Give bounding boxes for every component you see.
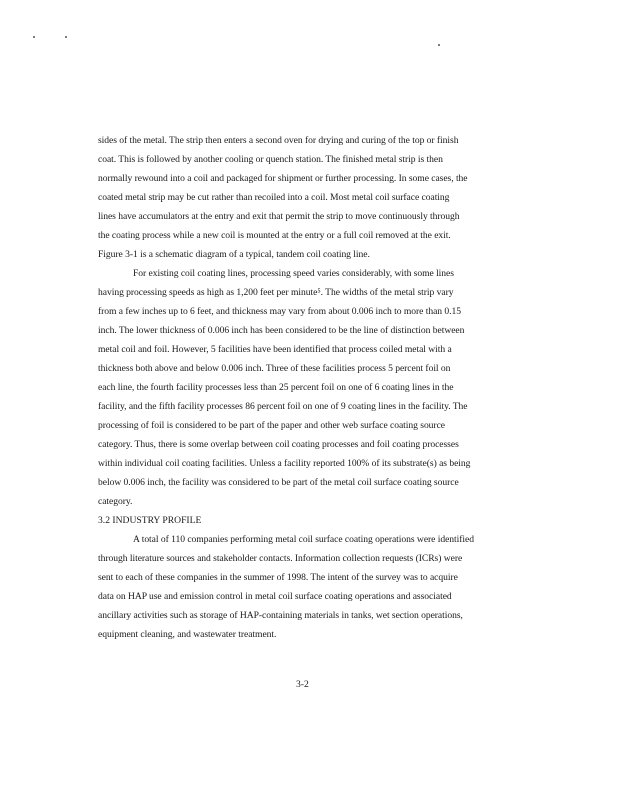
paragraph-1-line: coat. This is followed by another cooling or quench station. The finished metal strip is then (98, 154, 443, 165)
paragraph-1-line: sides of the metal. The strip then enters a second oven for drying and curing of the top or finish (98, 135, 459, 146)
paragraph-2-line: inch. The lower thickness of 0.006 inch has been considered to be the line of distinction between (98, 325, 465, 336)
paragraph-2-line: below 0.006 inch, the facility was considered to be part of the metal coil surface coating source (98, 477, 459, 488)
paragraph-2-line: thickness both above and below 0.006 inch. Three of these facilities process 5 percent foil on (98, 363, 451, 374)
paragraph-2-line: each line, the fourth facility processes less than 25 percent foil on one of 6 coating lines in the (98, 382, 454, 393)
paragraph-3-line: equipment cleaning, and wastewater treatment. (98, 629, 277, 640)
paragraph-3-line: sent to each of these companies in the summer of 1998. The intent of the survey was to acquire (98, 572, 458, 583)
paragraph-1-line: lines have accumulators at the entry and exit that permit the strip to move continuously through (98, 211, 460, 222)
paragraph-3-line: data on HAP use and emission control in metal coil surface coating operations and associated (98, 591, 452, 602)
paragraph-2-line: within individual coil coating facilities. Unless a facility reported 100% of its substrate(s) as being (98, 458, 471, 469)
paragraph-2-line: facility, and the fifth facility processes 86 percent foil on one of 9 coating lines in the facility. The (98, 401, 468, 412)
page-number: 3-2 (296, 679, 309, 690)
scan-speck (33, 36, 35, 38)
paragraph-2-line: having processing speeds as high as 1,200 feet per minute⁵. The widths of the metal strip vary (98, 287, 454, 298)
paragraph-2-line: metal coil and foil. However, 5 facilities have been identified that process coiled metal with a (98, 344, 452, 355)
paragraph-1-line: normally rewound into a coil and packaged for shipment or further processing. In some cases, the (98, 173, 468, 184)
section-heading: 3.2 INDUSTRY PROFILE (98, 515, 202, 526)
paragraph-3-line: A total of 110 companies performing metal coil surface coating operations were identified (133, 534, 474, 545)
paragraph-3-line: through literature sources and stakeholder contacts. Information collection requests (ICRs) were (98, 553, 463, 564)
scan-speck (65, 36, 67, 38)
paragraph-2-line: processing of foil is considered to be part of the paper and other web surface coating source (98, 420, 445, 431)
scan-speck (438, 44, 440, 46)
paragraph-3-line: ancillary activities such as storage of HAP-containing materials in tanks, wet section operations, (98, 610, 463, 621)
paragraph-2-line: For existing coil coating lines, processing speed varies considerably, with some lines (133, 268, 454, 279)
paragraph-2-line: category. Thus, there is some overlap between coil coating processes and foil coating processes (98, 439, 459, 450)
paragraph-1-line: the coating process while a new coil is mounted at the entry or a full coil removed at the exit. (98, 230, 451, 241)
paragraph-2-line: from a few inches up to 6 feet, and thickness may vary from about 0.006 inch to more than 0.15 (98, 306, 461, 317)
paragraph-1-line: Figure 3-1 is a schematic diagram of a typical, tandem coil coating line. (98, 249, 370, 260)
paragraph-1-line: coated metal strip may be cut rather than recoiled into a coil. Most metal coil surface coating (98, 192, 450, 203)
paragraph-2-line: category. (98, 496, 133, 507)
